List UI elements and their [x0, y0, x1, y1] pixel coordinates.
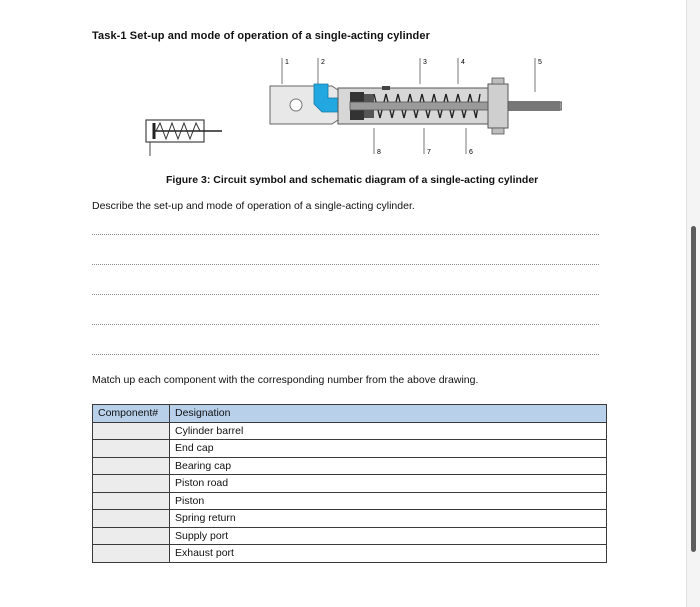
label-1: 1: [285, 59, 289, 66]
question-text: Describe the set-up and mode of operation of a single-acting cylinder.: [92, 200, 415, 212]
designation-cell: Exhaust port: [170, 545, 607, 563]
figure-caption: Figure 3: Circuit symbol and schematic diagram of a single-acting cylinder: [166, 174, 539, 186]
cylinder-circuit-symbol: [140, 114, 226, 158]
table-row: [93, 457, 607, 475]
table-header-row: [93, 405, 607, 423]
answer-line: [92, 354, 599, 355]
table-row: [93, 440, 607, 458]
component-number-cell[interactable]: [93, 510, 170, 528]
match-instruction: Match up each component with the corresponding number from the above drawing.: [92, 374, 479, 386]
component-number-cell[interactable]: [93, 457, 170, 475]
label-6: 6: [469, 149, 473, 156]
answer-line: [92, 294, 599, 295]
table-row: [93, 492, 607, 510]
label-7: 7: [427, 149, 431, 156]
table-row: [93, 422, 607, 440]
column-header-component: Component#: [93, 405, 170, 423]
task-title: Task-1 Set-up and mode of operation of a single-acting cylinder: [92, 30, 430, 42]
component-number-cell[interactable]: [93, 492, 170, 510]
table-row: [93, 545, 607, 563]
label-2: 2: [321, 59, 325, 66]
designation-cell: Supply port: [170, 527, 607, 545]
component-number-cell[interactable]: [93, 422, 170, 440]
column-header-designation: Designation: [170, 405, 607, 423]
table-row: [93, 475, 607, 493]
label-4: 4: [461, 59, 465, 66]
answer-line: [92, 324, 599, 325]
table-row: [93, 527, 607, 545]
component-number-cell[interactable]: [93, 527, 170, 545]
label-8: 8: [377, 149, 381, 156]
component-number-cell[interactable]: [93, 545, 170, 563]
answer-line: [92, 264, 599, 265]
designation-cell: Spring return: [170, 510, 607, 528]
cylinder-schematic-diagram: [262, 50, 562, 160]
vertical-scrollbar[interactable]: [686, 0, 700, 607]
component-number-cell[interactable]: [93, 475, 170, 493]
answer-line: [92, 234, 599, 235]
component-number-cell[interactable]: [93, 440, 170, 458]
table-row: [93, 510, 607, 528]
designation-cell: Piston: [170, 492, 607, 510]
label-5: 5: [538, 59, 542, 66]
designation-cell: Bearing cap: [170, 457, 607, 475]
scrollbar-thumb[interactable]: [691, 226, 696, 552]
designation-cell: Cylinder barrel: [170, 422, 607, 440]
designation-cell: Piston road: [170, 475, 607, 493]
component-table: [92, 404, 607, 563]
label-3: 3: [423, 59, 427, 66]
designation-cell: End cap: [170, 440, 607, 458]
